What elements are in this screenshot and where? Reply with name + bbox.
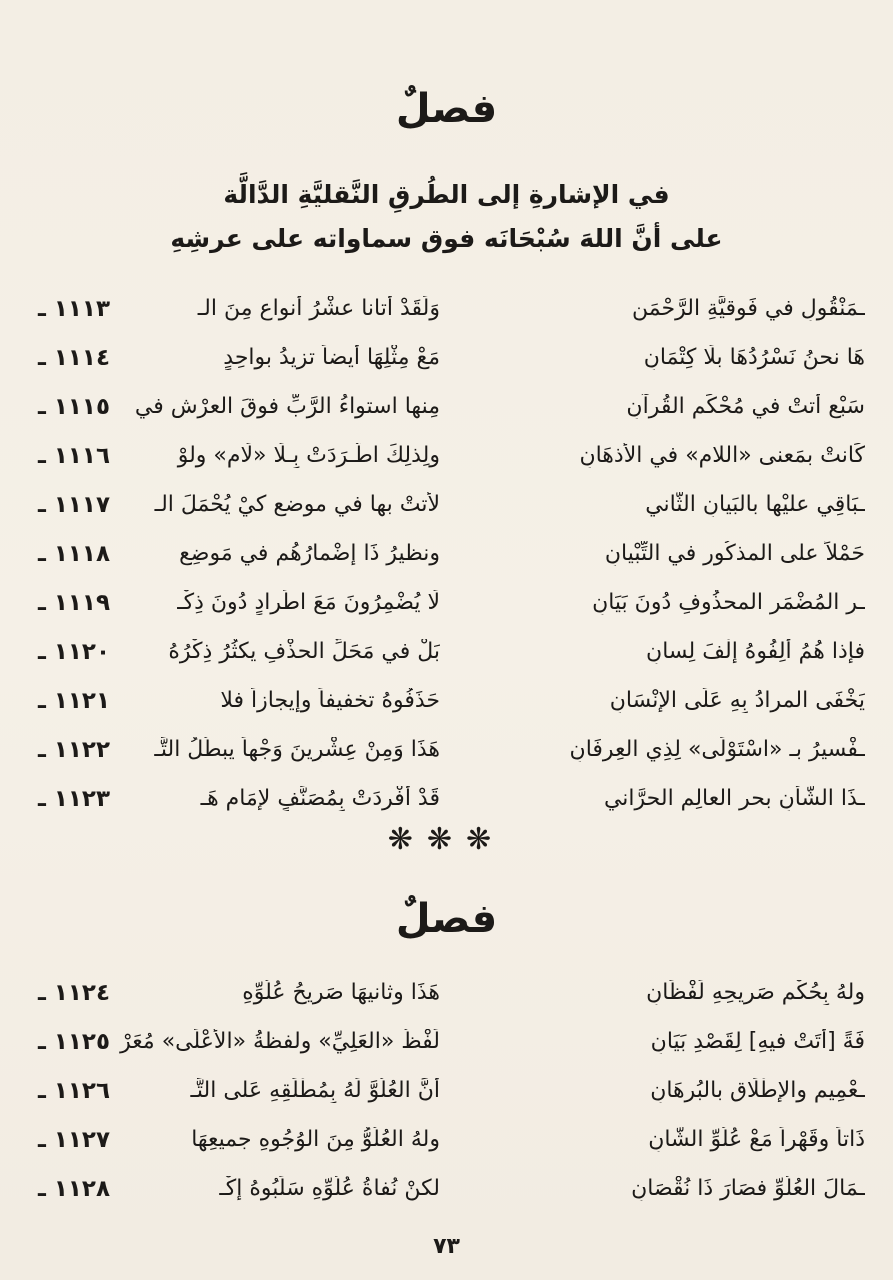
verse-second-hemistich: ذَاتاً وقَهْراً مَعْ عُلُوِّ الشَّانِ: [648, 1127, 865, 1152]
verse-second-hemistich: ـفْسيرُ بـ «اسْتَوْلَى» لِذِي العِرفَانِ: [569, 737, 865, 762]
verse-line: [37, 578, 870, 627]
verse-first-hemistich: هَذَا وَمِنْ عِشْرِينَ وَجْهاً يبطُلُ التَّـ: [154, 737, 440, 762]
verse-number: ١١٢٢ ـ: [37, 736, 110, 763]
verse-second-hemistich: سَبْعٍ أتتْ في مُحْكَمِ القُرآنِ: [626, 394, 865, 419]
verse-line: [37, 1164, 870, 1213]
verse-line: [37, 382, 870, 431]
verse-first-hemistich: لَفْظُ «العَلِيِّ» ولفظةُ «الأعْلَى» مُعَرْ: [120, 1029, 440, 1054]
verse-number: ١١٢٤ ـ: [37, 979, 110, 1006]
verse-number: ١١٢٥ ـ: [37, 1028, 110, 1055]
verse-line: [37, 1017, 870, 1066]
verse-second-hemistich: يَخْفَى المرادُ بِهِ عَلَى الإنْسَانِ: [609, 688, 865, 713]
section-separator: ❋❋❋: [387, 822, 506, 857]
verse-first-hemistich: لَا يُضْمِرُونَ مَعَ اطِّرادٍ دُونَ ذِكْـ: [177, 590, 440, 615]
verse-number: ١١٢٧ ـ: [37, 1126, 110, 1153]
verse-number: ١١١٧ ـ: [37, 491, 110, 518]
verse-second-hemistich: كَانتْ بمَعنى «اللام» في الأذهَانِ: [579, 443, 865, 468]
verse-second-hemistich: ـعْمِيمِ والإطْلَاقِ بالبُرهَانِ: [650, 1078, 865, 1103]
verse-line: [37, 725, 870, 774]
verse-first-hemistich: مَعْ مِثْلِهَا أيضاً تزيدُ بواحِدٍ: [223, 345, 440, 370]
verse-second-hemistich: حَمْلاً على المذكُورِ في التِّبْيانِ: [604, 541, 865, 566]
verse-first-hemistich: لأتتْ بها في موضعٍ كيْ يُحْمَلَ الـ: [154, 492, 440, 517]
verse-first-hemistich: أنَّ العُلُوَّ لَهُ بِمُطْلَقِهِ عَلى التَّـ: [190, 1078, 440, 1103]
verse-first-hemistich: قَدْ أُفْرِدَتْ بِمُصَنَّفٍ لإمَامِ هَـ: [200, 786, 440, 811]
verse-line: [37, 676, 870, 725]
verse-first-hemistich: لكنْ نُفاةُ عُلُوِّهِ سَلَبُوهُ إكْـ: [219, 1176, 440, 1201]
verse-number: ١١١٣ ـ: [37, 295, 110, 322]
section-title-2: فصلٌ: [395, 896, 498, 942]
verse-line: [37, 529, 870, 578]
section-title: فصلٌ: [395, 86, 498, 132]
verse-number: ١١١٨ ـ: [37, 540, 110, 567]
verse-second-hemistich: ـمَالَ العُلُوِّ فصَارَ ذَا نُقْصَانِ: [631, 1176, 865, 1201]
verse-second-hemistich: فَةً [أتَتْ فيهِ] لِقَصْدِ بَيَانِ: [650, 1029, 865, 1054]
verse-first-hemistich: وَلَقَدْ أتانا عشْرُ أنواعٍ مِنَ الـ: [197, 296, 440, 321]
verse-number: ١١١٩ ـ: [37, 589, 110, 616]
verse-first-hemistich: هَذَا وثانيهَا صَريحُ عُلُوِّهِ: [242, 980, 440, 1005]
section-heading-line2: على أنَّ اللهَ سُبْحَانَه فوق سماواته على عرشِهِ: [170, 224, 723, 253]
verse-first-hemistich: ولهُ العُلُوُّ مِنَ الوُجُوهِ جميعِهَا: [191, 1127, 440, 1152]
verse-line: [37, 774, 870, 823]
verse-number: ١١١٦ ـ: [37, 442, 110, 469]
verse-second-hemistich: ـذَا الشَّأنِ بحرِ العالِمِ الحرَّاني: [603, 786, 865, 811]
page-number: ٧٣: [433, 1234, 460, 1259]
verse-number: ١١١٥ ـ: [37, 393, 110, 420]
verse-number: ١١٢٠ ـ: [37, 638, 110, 665]
verse-line: [37, 968, 870, 1017]
verse-number: ١١٢٦ ـ: [37, 1077, 110, 1104]
section-heading-line1: في الإشارةِ إلى الطُرقِ النَّقليَّةِ الدَّالَّة: [223, 180, 670, 209]
verse-number: ١١٢٣ ـ: [37, 785, 110, 812]
verse-number: ١١٢٨ ـ: [37, 1175, 110, 1202]
verse-line: [37, 627, 870, 676]
verse-line: [37, 1115, 870, 1164]
verse-second-hemistich: ـمَنْقُولِ في فَوقيَّةِ الرَّحْمَنِ: [632, 296, 865, 321]
verse-line: [37, 333, 870, 382]
verse-second-hemistich: فإذا هُمُ ألِفُوهُ إلْفَ لِسانِ: [646, 639, 865, 664]
verse-line: [37, 284, 870, 333]
verses-block-1: [37, 284, 870, 823]
verse-first-hemistich: مِنها استواءُ الرَّبِّ فوقَ العرْشِ في: [134, 394, 440, 419]
verse-first-hemistich: بَلْ في مَحَلِّ الحذْفِ يكثُرُ ذِكْرُهُ: [168, 639, 440, 664]
verses-block-2: [37, 968, 870, 1213]
verse-second-hemistich: ولهُ بِحُكْمِ صَريحِهِ لَفْظَانِ: [646, 980, 865, 1005]
verse-first-hemistich: ولِذلِكَ اطَّـرَدَتْ بِـلَا «لَام» ولوْ: [177, 443, 440, 468]
verse-second-hemistich: ـرِ المُضْمَرِ المحذُوفِ دُونَ بَيَانِ: [592, 590, 865, 615]
verse-line: [37, 480, 870, 529]
verse-second-hemistich: ـبَاقِي عليْها بالبَيانِ الثَّاني: [645, 492, 865, 517]
verse-number: ١١١٤ ـ: [37, 344, 110, 371]
verse-second-hemistich: هَا نحنُ نَسْرُدُهَا بلَا كِتْمَانِ: [643, 345, 865, 370]
verse-first-hemistich: حَذَفُوهُ تخفيفاً وإيجازاً فلا: [220, 688, 440, 713]
verse-number: ١١٢١ ـ: [37, 687, 110, 714]
verse-line: [37, 431, 870, 480]
verse-first-hemistich: ونظيرُ ذَا إضْمارُهُم في مَوضِعٍ: [179, 541, 440, 566]
verse-line: [37, 1066, 870, 1115]
